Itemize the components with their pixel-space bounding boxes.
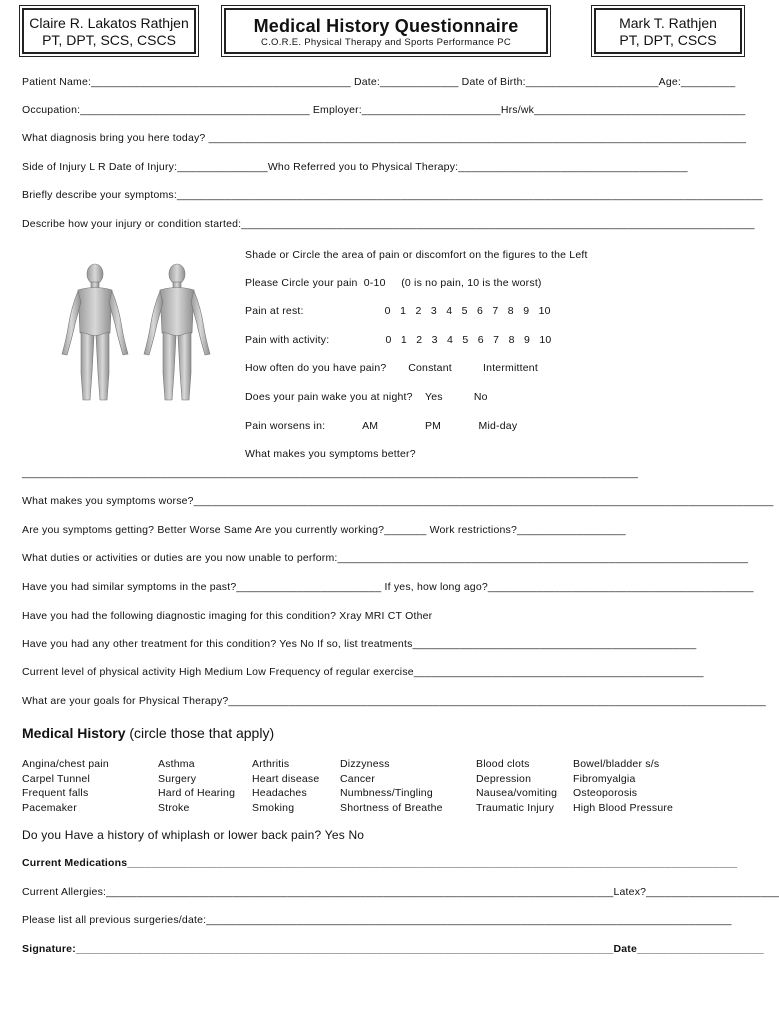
pain-scale-instruction: Please Circle your pain 0-10 (0 is no pain, 10 is the worst) [245, 277, 542, 289]
night-pain-options[interactable]: Does your pain wake you at night? Yes No [245, 391, 488, 403]
title-box [224, 8, 548, 54]
diagnosis-line[interactable]: What diagnosis bring you here today? _________________________________________________________________________________________ [22, 132, 747, 144]
condition-item[interactable]: Fibromyalgia [573, 772, 636, 785]
pain-worsens-options[interactable]: Pain worsens in: AM PM Mid-day [245, 420, 518, 432]
condition-column-5[interactable] [476, 757, 557, 815]
condition-column-3[interactable] [252, 757, 319, 815]
pain-instruction: Shade or Circle the area of pain or discomfort on the figures to the Left [245, 249, 588, 261]
condition-item[interactable]: Numbness/Tingling [340, 787, 433, 799]
occupation-line[interactable]: Occupation:______________________________________ Employer:_______________________Hrs/wk___________________________________ [22, 104, 746, 116]
condition-column-1[interactable] [22, 757, 109, 815]
condition-item[interactable]: Pacemaker [22, 801, 77, 814]
activity-level-line[interactable]: Current level of physical activity High Medium Low Frequency of regular exercise________________________________________________ [22, 666, 704, 678]
other-treatment-line[interactable]: Have you had any other treatment for this condition? Yes No If so, list treatments_______________________________________________ [22, 638, 697, 650]
condition-item[interactable]: Heart disease [252, 772, 320, 785]
condition-item[interactable]: Headaches [252, 787, 307, 799]
signature-line[interactable]: Signature:_________________________________________________________________________________________Date_____________________ [22, 943, 764, 955]
condition-item[interactable]: Asthma [158, 758, 195, 770]
whiplash-question[interactable]: Do you Have a history of whiplash or lower back pain? Yes No [22, 828, 365, 842]
condition-item[interactable]: Blood clots [476, 758, 530, 770]
condition-item[interactable]: Depression [476, 772, 532, 785]
condition-item[interactable]: Traumatic Injury [476, 801, 555, 814]
pain-with-activity-scale[interactable]: Pain with activity: 0 1 2 3 4 5 6 7 8 9 10 [245, 334, 552, 346]
allergies-line[interactable]: Current Allergies:____________________________________________________________________________________Latex?______________________ [22, 886, 779, 898]
condition-item[interactable]: Angina/chest pain [22, 758, 109, 770]
medications-line[interactable]: Current Medications_____________________________________________________________________________________________________ [22, 857, 738, 869]
condition-item[interactable]: Osteoporosis [573, 787, 638, 799]
clinician-left-name: Claire R. Lakatos Rathjen [29, 15, 189, 31]
medical-history-note: (circle those that apply) [125, 725, 275, 741]
condition-item[interactable]: Smoking [252, 801, 295, 814]
page-title: Medical History Questionnaire [253, 16, 519, 36]
condition-item[interactable]: Bowel/bladder s/s [573, 758, 660, 770]
imaging-line[interactable]: Have you had the following diagnostic imaging for this condition? Xray MRI CT Other [22, 610, 433, 622]
injury-side-line[interactable]: Side of Injury L R Date of Injury:_______________Who Referred you to Physical Therapy:______________________________________ [22, 161, 688, 173]
condition-item[interactable]: Stroke [158, 801, 190, 814]
condition-item[interactable]: Nausea/vomiting [476, 787, 558, 799]
symptoms-better-question: What makes you symptoms better? [245, 448, 416, 460]
condition-item[interactable]: Surgery [158, 772, 197, 785]
medical-history-heading [22, 725, 274, 742]
injury-start-line[interactable]: Describe how your injury or condition started:_____________________________________________________________________________________ [22, 218, 755, 230]
condition-column-4[interactable] [340, 757, 443, 815]
clinician-left-credentials: PT, DPT, SCS, CSCS [42, 32, 176, 48]
goals-line[interactable]: What are your goals for Physical Therapy?_________________________________________________________________________________________ [22, 695, 766, 707]
surgeries-line[interactable]: Please list all previous surgeries/date:_______________________________________________________________________________________ [22, 914, 732, 926]
front-figure [62, 264, 128, 400]
clinician-right-box [594, 8, 742, 54]
condition-item[interactable]: High Blood Pressure [573, 801, 674, 814]
back-figure [144, 264, 210, 400]
condition-item[interactable]: Arthritis [252, 758, 290, 770]
body-diagram[interactable] [50, 258, 230, 408]
symptoms-better-line[interactable]: ______________________________________________________________________________________________________ [22, 467, 639, 479]
condition-item[interactable]: Dizzyness [340, 758, 390, 770]
condition-item[interactable]: Cancer [340, 772, 376, 785]
unable-duties-line[interactable]: What duties or activities or duties are you now unable to perform:____________________________________________________________________ [22, 552, 749, 564]
condition-column-6[interactable] [573, 757, 673, 815]
clinician-right-name: Mark T. Rathjen [619, 15, 717, 31]
condition-item[interactable]: Shortness of Breathe [340, 801, 443, 814]
clinician-right-credentials: PT, DPT, CSCS [619, 32, 717, 48]
clinician-left-box [22, 8, 196, 54]
medical-history-title: Medical History [22, 725, 126, 741]
pain-at-rest-scale[interactable]: Pain at rest: 0 1 2 3 4 5 6 7 8 9 10 [245, 305, 551, 317]
symptoms-trend-line[interactable]: Are you symptoms getting? Better Worse Same Are you currently working?_______ Work restrictions?__________________ [22, 524, 626, 536]
symptoms-worse-line[interactable]: What makes you symptoms worse?________________________________________________________________________________________________ [22, 495, 774, 507]
condition-item[interactable]: Carpel Tunnel [22, 772, 90, 785]
page-subtitle: C.O.R.E. Physical Therapy and Sports Performance PC [260, 37, 512, 48]
condition-column-2[interactable] [158, 757, 235, 815]
similar-symptoms-line[interactable]: Have you had similar symptoms in the past?________________________ If yes, how long ago?____________________________________________ [22, 581, 754, 593]
condition-item[interactable]: Hard of Hearing [158, 787, 236, 799]
patient-name-line[interactable]: Patient Name:___________________________________________ Date:_____________ Date of Birth:______________________Age:_________ [22, 76, 736, 88]
pain-frequency-options[interactable]: How often do you have pain? Constant Intermittent [245, 362, 538, 374]
condition-item[interactable]: Frequent falls [22, 787, 89, 799]
symptoms-line[interactable]: Briefly describe your symptoms:_________________________________________________________________________________________________ [22, 189, 763, 201]
